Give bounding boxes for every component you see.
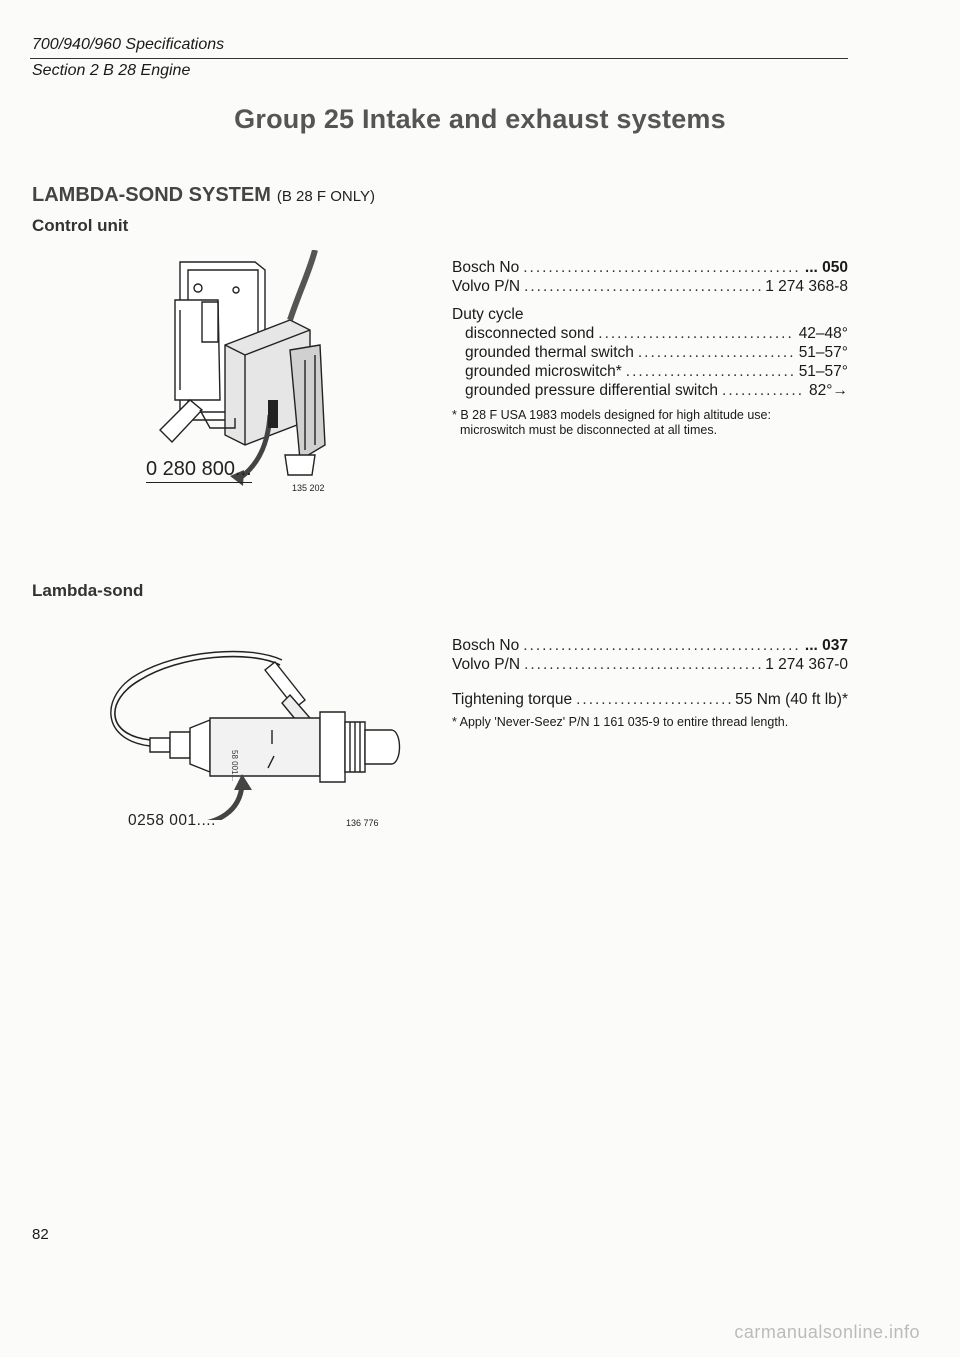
volvo-pn-row: Volvo P/N ..... 1 274 368-8 xyxy=(452,277,848,296)
lambda-sond-illustration xyxy=(100,640,420,820)
system-title-text: LAMBDA-SOND SYSTEM xyxy=(32,184,271,206)
lambda-sond-specs xyxy=(452,636,848,730)
bosch-number-row: Bosch No ..... ... 050 xyxy=(452,258,848,277)
control-unit-illustration xyxy=(140,250,370,490)
duty-row: grounded microswitch* ..... 51–57° xyxy=(465,362,848,381)
lambda-sond-note: * Apply 'Never-Seez' P/N 1 161 035-9 to entire thread length. xyxy=(452,715,789,729)
control-unit-specs xyxy=(452,258,848,438)
lambda-sond-heading: Lambda-sond xyxy=(32,581,144,600)
system-qualifier: (B 28 F ONLY) xyxy=(276,188,375,205)
footer-watermark: carmanualsonline.info xyxy=(734,1322,920,1342)
duty-cycle-list xyxy=(452,324,848,400)
system-title xyxy=(32,184,375,207)
control-unit-part-label: 0 280 800... xyxy=(146,458,252,483)
control-unit-heading: Control unit xyxy=(32,216,129,235)
duty-row: grounded pressure differential switch ..... 82°→ xyxy=(465,381,848,400)
torque-row: Tightening torque ..... 55 Nm (40 ft lb)* xyxy=(452,690,848,709)
section-title: Section 2 B 28 Engine xyxy=(32,62,191,79)
svg-text:58 001...: 58 001... xyxy=(230,750,239,782)
page-number: 82 xyxy=(32,1226,49,1243)
lambda-sond-figure-number: 136 776 xyxy=(346,818,379,828)
group-title: Group 25 Intake and exhaust systems xyxy=(234,104,726,134)
duty-row: grounded thermal switch ..... 51–57° xyxy=(465,343,848,362)
volvo-pn-row: Volvo P/N ..... 1 274 367-0 xyxy=(452,655,848,674)
duty-cycle-heading: Duty cycle xyxy=(452,306,524,323)
document-title: 700/940/960 Specifications xyxy=(32,36,225,53)
header-rule xyxy=(30,58,848,59)
lambda-sond-part-label: 0258 001.... xyxy=(128,812,216,829)
duty-row: disconnected sond ..... 42–48° xyxy=(465,324,848,343)
control-unit-figure-number: 135 202 xyxy=(292,483,325,493)
bosch-number-row: Bosch No ..... ... 037 xyxy=(452,636,848,655)
control-unit-note: * B 28 F USA 1983 models designed for high altitude use: microswitch must be disconnected at all times. xyxy=(452,408,771,437)
